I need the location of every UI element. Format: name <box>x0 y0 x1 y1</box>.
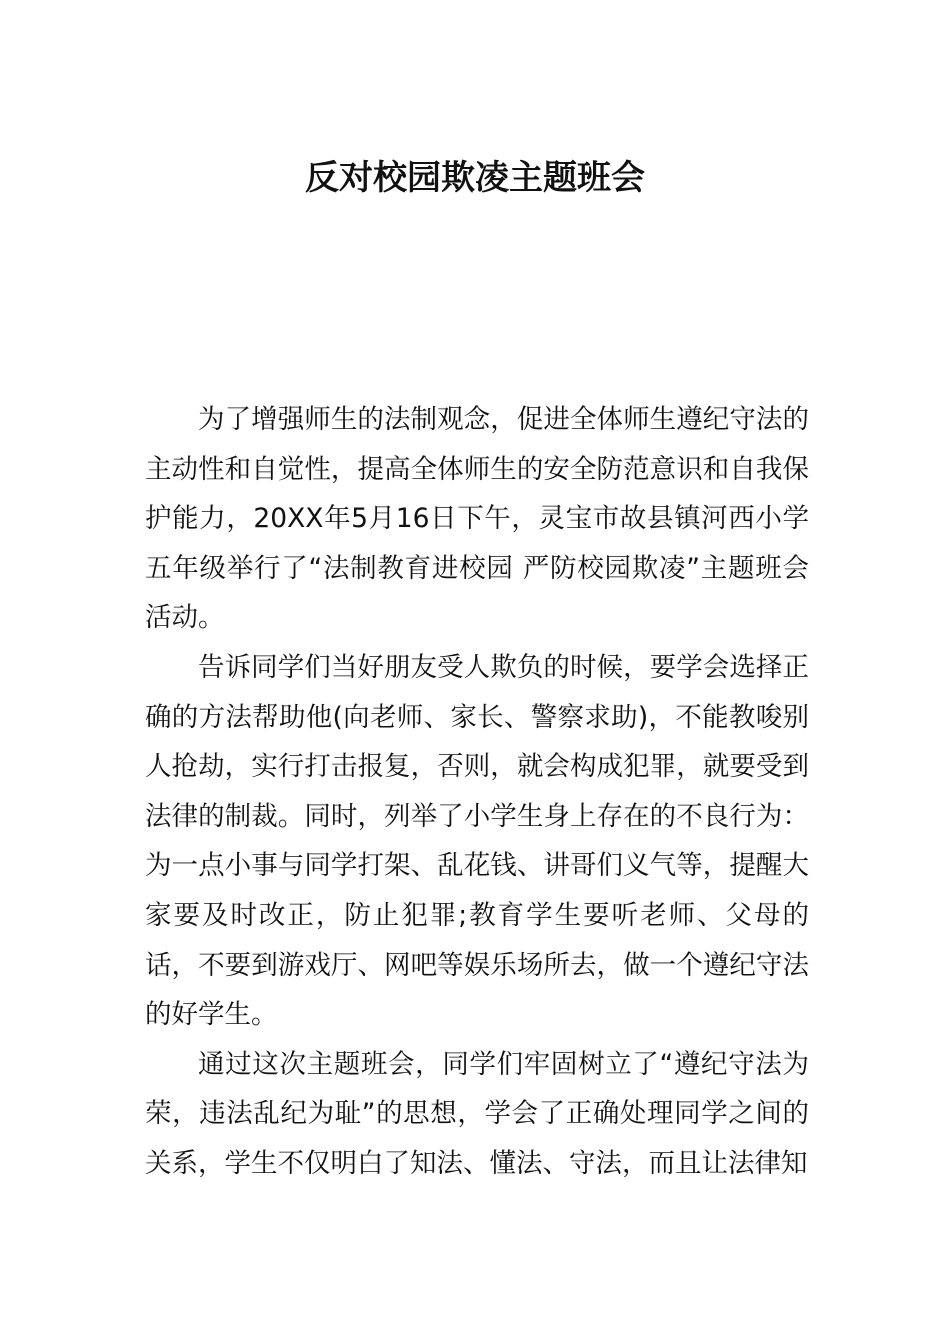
document-title: 反对校园欺凌主题班会 <box>305 158 645 198</box>
paragraph-1: 为了增强师生的法制观念，促进全体师生遵纪守法的主动性和自觉性，提高全体师生的安全防范意识和自我保护能力，20XX年5月16日下午，灵宝市故县镇河西小学五年级举行了“法制教育进校园 严防校园欺凌”主题班会活动。 <box>145 404 809 634</box>
paragraph-2: 告诉同学们当好朋友受人欺负的时候，要学会选择正确的方法帮助他(向老师、家长、警察求助)，不能教唆别人抢劫，实行打击报复，否则，就会构成犯罪，就要受到法律的制裁。同时，列举了小学生身上存在的不良行为：为一点小事与同学打架、乱花钱、讲哥们义气等，提醒大家要及时改正，防止犯罪;教育学生要听老师、父母的话，不要到游戏厅、网吧等娱乐场所去，做一个遵纪守法的好学生。 <box>145 651 809 1031</box>
paragraph-3: 通过这次主题班会，同学们牢固树立了“遵纪守法为荣，违法乱纪为耻”的思想，学会了正确处理同学之间的关系，学生不仅明白了知法、懂法、守法，而且让法律知 <box>145 1048 809 1179</box>
document-body <box>145 395 809 1189</box>
